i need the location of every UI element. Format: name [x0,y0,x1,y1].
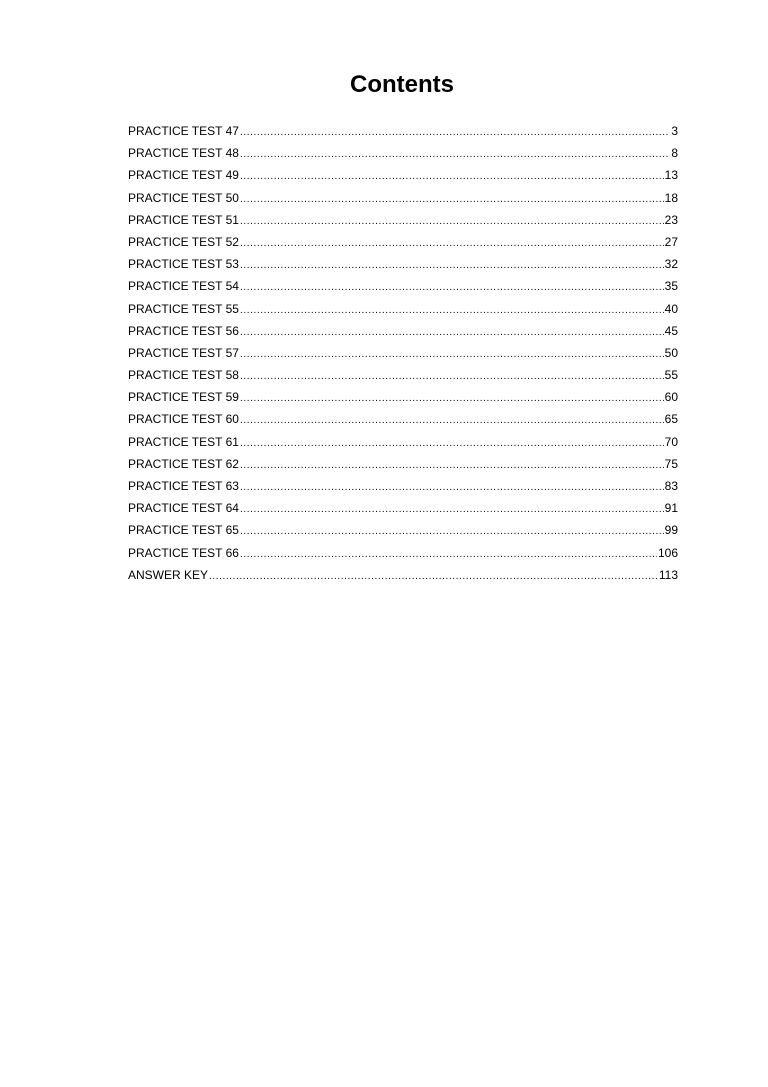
toc-entry-page-number: 40 [664,301,678,316]
toc-entry-label: PRACTICE TEST 56 [128,323,239,338]
toc-entry[interactable] [128,142,678,164]
toc-dot-leader [240,300,664,322]
toc-entry-page-number: 65 [664,412,678,427]
toc-entry[interactable] [128,164,678,186]
toc-entry-page-number: 55 [664,368,678,383]
toc-entry-label: PRACTICE TEST 48 [128,146,239,161]
toc-entry[interactable] [128,364,678,386]
toc-entry-page-number: 3 [671,124,678,138]
toc-entry[interactable] [128,253,678,275]
toc-entry-label: PRACTICE TEST 62 [128,456,239,471]
toc-dot-leader [240,277,664,299]
toc-entry-page-number: 8 [671,146,678,161]
toc-entry-label: PRACTICE TEST 64 [128,501,239,516]
toc-dot-leader [240,366,664,388]
toc-entry[interactable] [128,298,678,320]
toc-dot-leader [240,477,664,499]
toc-dot-leader [240,388,664,410]
toc-entry[interactable] [128,475,678,497]
toc-entry-label: PRACTICE TEST 61 [128,434,239,449]
toc-entry-label: PRACTICE TEST 65 [128,523,239,538]
toc-dot-leader [240,122,670,144]
toc-entry[interactable] [128,431,678,453]
toc-dot-leader [209,566,658,588]
toc-dot-leader [240,255,664,277]
toc-entry-label: PRACTICE TEST 60 [128,412,239,427]
toc-entry[interactable] [128,519,678,541]
toc-entry-page-number: 23 [664,212,678,227]
toc-dot-leader [240,544,657,566]
toc-entry-page-number: 35 [664,279,678,294]
toc-entry-label: PRACTICE TEST 51 [128,212,239,227]
toc-entry[interactable] [128,497,678,519]
toc-entry-page-number: 70 [664,434,678,449]
toc-dot-leader [240,211,664,233]
toc-entry-label: ANSWER KEY [128,567,209,582]
toc-entry[interactable] [128,275,678,297]
toc-entry[interactable] [128,187,678,209]
toc-entry[interactable] [128,320,678,342]
toc-dot-leader [240,344,664,366]
toc-entry-page-number: 18 [664,190,678,205]
toc-entry-label: PRACTICE TEST 66 [128,545,239,560]
toc-entry-page-number: 106 [657,545,678,560]
toc-entry-page-number: 50 [664,345,678,360]
toc-entry-page-number: 75 [664,456,678,471]
toc-dot-leader [240,499,664,521]
toc-entry[interactable] [128,564,678,586]
toc-entry[interactable] [128,386,678,408]
toc-entry-label: PRACTICE TEST 63 [128,479,239,493]
toc-dot-leader [240,455,664,477]
toc-dot-leader [240,144,670,166]
toc-dot-leader [240,189,664,211]
toc-entry-page-number: 99 [664,523,678,538]
toc-entry-label: PRACTICE TEST 59 [128,390,239,405]
toc-entry-label: PRACTICE TEST 52 [128,234,239,249]
toc-entry-page-number: 113 [658,567,678,582]
toc-entry-label: PRACTICE TEST 50 [128,190,239,205]
toc-entry-label: PRACTICE TEST 47 [128,124,239,138]
toc-entry[interactable] [128,209,678,231]
toc-entry[interactable] [128,120,678,142]
toc-entry-label: PRACTICE TEST 49 [128,168,239,183]
toc-entry[interactable] [128,542,678,564]
toc-dot-leader [240,233,664,255]
toc-entry-label: PRACTICE TEST 57 [128,345,239,360]
toc-entry[interactable] [128,342,678,364]
toc-entry-page-number: 45 [664,323,678,338]
toc-entry-page-number: 32 [664,257,678,272]
toc-entry-page-number: 60 [664,390,678,405]
page-title: Contents [350,71,454,98]
toc-dot-leader [240,521,664,543]
toc-entry-page-number: 83 [664,479,678,493]
toc-entry-page-number: 27 [664,234,678,249]
toc-dot-leader [240,433,664,455]
toc-entry-label: PRACTICE TEST 54 [128,279,239,294]
toc-entry-page-number: 91 [664,501,678,516]
toc-entry-page-number: 13 [664,168,678,183]
toc-dot-leader [240,166,664,188]
toc-dot-leader [240,322,664,344]
toc-entry-label: PRACTICE TEST 58 [128,368,239,383]
toc-entry-label: PRACTICE TEST 55 [128,301,239,316]
toc-dot-leader [240,410,664,432]
toc-entry[interactable] [128,231,678,253]
toc-entry[interactable] [128,408,678,430]
table-of-contents [128,120,678,586]
toc-entry[interactable] [128,453,678,475]
toc-entry-label: PRACTICE TEST 53 [128,257,239,272]
